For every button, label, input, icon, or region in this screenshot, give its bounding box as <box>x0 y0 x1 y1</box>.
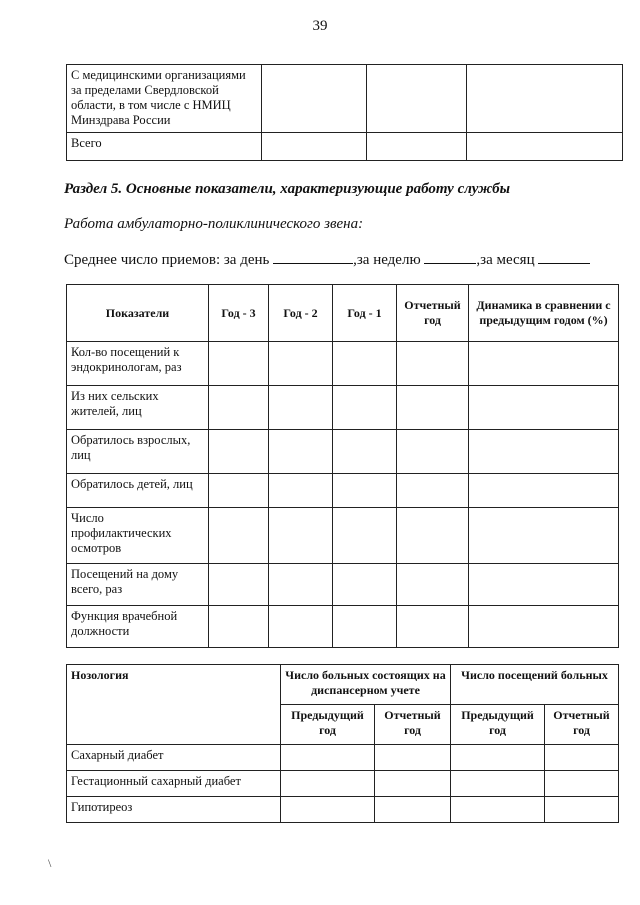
average-label: Среднее число приемов: за день <box>64 252 270 268</box>
table-cell[interactable] <box>467 65 623 133</box>
table-row <box>67 771 619 797</box>
table-row <box>67 342 619 386</box>
table-cell[interactable] <box>262 65 367 133</box>
row-label: Гестационный сахарный диабет <box>67 771 281 797</box>
column-subheader: Отчетный год <box>545 705 619 745</box>
row-label: Функция врачебной должности <box>67 606 209 648</box>
column-subheader: Предыдущий год <box>281 705 375 745</box>
table-row <box>67 474 619 508</box>
column-subheader: Предыдущий год <box>451 705 545 745</box>
row-label: Сахарный диабет <box>67 745 281 771</box>
table-row <box>67 386 619 430</box>
row-label: Посещений на дому всего, раз <box>67 564 209 606</box>
column-header: Динамика в сравнении с предыдущим годом (%) <box>469 285 619 342</box>
row-label: Гипотиреоз <box>67 797 281 823</box>
table-row <box>67 430 619 474</box>
table-cell[interactable] <box>467 133 623 161</box>
section-title: Раздел 5. Основные показатели, характеризующие работу службы <box>64 181 510 197</box>
column-header: Число посещений больных <box>451 665 619 705</box>
margin-mark: \ <box>48 856 52 870</box>
table-row <box>67 797 619 823</box>
column-header: Число больных состоящих на диспансерном учете <box>281 665 451 705</box>
per-month-label: ,за месяц <box>476 252 535 268</box>
table-row <box>67 508 619 564</box>
table-cell: С медицинскими организациями за пределами Свердловской области, в том числе с НМИЦ Минздрава России <box>67 65 262 133</box>
column-header: Год - 3 <box>209 285 269 342</box>
page-number: 39 <box>312 18 328 34</box>
table-cell[interactable] <box>262 133 367 161</box>
top-table <box>66 64 623 161</box>
per-day-field[interactable] <box>273 251 353 264</box>
average-visits-line <box>64 251 590 269</box>
column-header: Год - 2 <box>269 285 333 342</box>
per-month-field[interactable] <box>538 251 590 264</box>
table-row <box>67 133 623 161</box>
indicators-table <box>66 284 619 648</box>
column-subheader: Отчетный год <box>375 705 451 745</box>
row-label: Число профилактических осмотров <box>67 508 209 564</box>
nosology-table <box>66 664 619 823</box>
per-week-field[interactable] <box>424 251 476 264</box>
table-cell: Всего <box>67 133 262 161</box>
row-label: Обратилось детей, лиц <box>67 474 209 508</box>
table-header-row <box>67 285 619 342</box>
table-cell[interactable] <box>367 65 467 133</box>
column-header: Отчетный год <box>397 285 469 342</box>
row-label: Из них сельских жителей, лиц <box>67 386 209 430</box>
row-label: Обратилось взрослых, лиц <box>67 430 209 474</box>
table-row <box>67 65 623 133</box>
section-subtitle: Работа амбулаторно-поликлинического звена: <box>64 216 364 232</box>
table-row <box>67 606 619 648</box>
column-header: Нозология <box>67 665 281 745</box>
column-header: Показатели <box>67 285 209 342</box>
table-row <box>67 564 619 606</box>
column-header: Год - 1 <box>333 285 397 342</box>
row-label: Кол-во посещений к эндокринологам, раз <box>67 342 209 386</box>
table-row <box>67 745 619 771</box>
per-week-label: ,за неделю <box>353 252 421 268</box>
table-header-row <box>67 665 619 705</box>
table-cell[interactable] <box>367 133 467 161</box>
